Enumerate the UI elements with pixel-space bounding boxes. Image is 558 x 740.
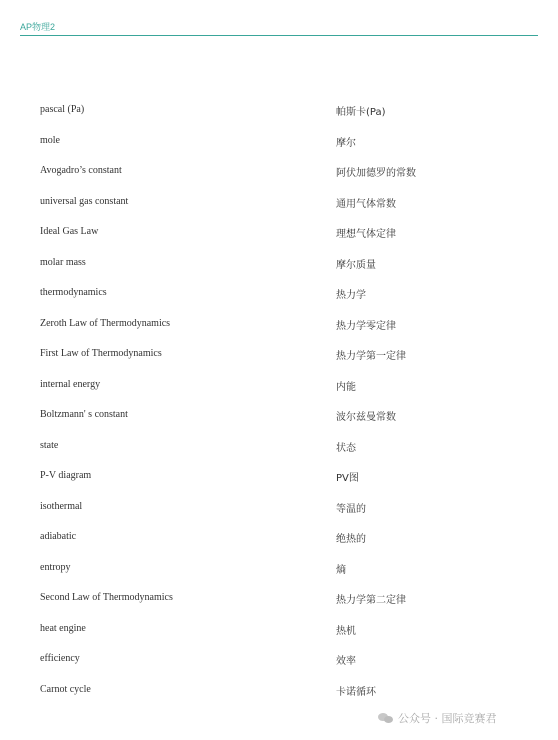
english-term: internal energy bbox=[40, 379, 101, 390]
list-item bbox=[0, 409, 558, 429]
english-term: isothermal bbox=[40, 501, 83, 512]
chinese-term: 波尔兹曼常数 bbox=[336, 412, 396, 423]
chinese-term: 摩尔质量 bbox=[336, 260, 376, 271]
chinese-term: 热力学第一定律 bbox=[336, 351, 406, 362]
list-item bbox=[0, 318, 558, 338]
english-term: Boltzmann' s constant bbox=[40, 409, 128, 420]
chinese-term: 热力学第二定律 bbox=[336, 595, 406, 606]
chinese-term: 热力学零定律 bbox=[336, 321, 396, 332]
list-item bbox=[0, 592, 558, 612]
chinese-term: 内能 bbox=[336, 382, 356, 393]
list-item bbox=[0, 531, 558, 551]
chinese-term: 绝热的 bbox=[336, 534, 366, 545]
english-term: Carnot cycle bbox=[40, 684, 91, 695]
english-term: adiabatic bbox=[40, 531, 77, 542]
chinese-term: 熵 bbox=[336, 565, 346, 576]
english-term: universal gas constant bbox=[40, 196, 129, 207]
english-term: state bbox=[40, 440, 59, 451]
watermark bbox=[378, 710, 497, 726]
list-item bbox=[0, 470, 558, 490]
chinese-term: 摩尔 bbox=[336, 138, 356, 149]
english-term: Avogadro’s constant bbox=[40, 165, 122, 176]
wechat-icon bbox=[378, 712, 394, 724]
english-term: Ideal Gas Law bbox=[40, 226, 99, 237]
english-term: P-V diagram bbox=[40, 470, 92, 481]
english-term: thermodynamics bbox=[40, 287, 107, 298]
english-term: pascal (Pa) bbox=[40, 104, 85, 115]
list-item bbox=[0, 501, 558, 521]
chinese-term: 理想气体定律 bbox=[336, 229, 396, 240]
english-term: mole bbox=[40, 135, 60, 146]
list-item bbox=[0, 257, 558, 277]
english-term: First Law of Thermodynamics bbox=[40, 348, 162, 359]
list-item bbox=[0, 379, 558, 399]
list-item bbox=[0, 623, 558, 643]
list-item bbox=[0, 348, 558, 368]
english-term: Zeroth Law of Thermodynamics bbox=[40, 318, 171, 329]
chinese-term: 热机 bbox=[336, 626, 356, 637]
list-item bbox=[0, 196, 558, 216]
chinese-term: 通用气体常数 bbox=[336, 199, 396, 210]
english-term: entropy bbox=[40, 562, 71, 573]
chinese-term: 状态 bbox=[336, 443, 356, 454]
list-item bbox=[0, 653, 558, 673]
chinese-term: 热力学 bbox=[336, 290, 366, 301]
chinese-term: PV图 bbox=[336, 473, 359, 484]
chinese-term: 帕斯卡(Pa) bbox=[336, 107, 386, 118]
list-item bbox=[0, 226, 558, 246]
english-term: heat engine bbox=[40, 623, 86, 634]
list-item bbox=[0, 135, 558, 155]
list-item bbox=[0, 165, 558, 185]
english-term: molar mass bbox=[40, 257, 86, 268]
watermark-text: 公众号 · 国际竞赛君 bbox=[398, 712, 497, 725]
chinese-term: 卡诺循环 bbox=[336, 687, 376, 698]
list-item bbox=[0, 684, 558, 704]
list-item bbox=[0, 104, 558, 124]
english-term: efficiency bbox=[40, 653, 80, 664]
page-header: AP物理2 bbox=[20, 22, 56, 32]
list-item bbox=[0, 287, 558, 307]
english-term: Second Law of Thermodynamics bbox=[40, 592, 173, 603]
chinese-term: 等温的 bbox=[336, 504, 366, 515]
chinese-term: 效率 bbox=[336, 656, 356, 667]
list-item bbox=[0, 440, 558, 460]
list-item bbox=[0, 562, 558, 582]
chinese-term: 阿伏加德罗的常数 bbox=[336, 168, 416, 179]
